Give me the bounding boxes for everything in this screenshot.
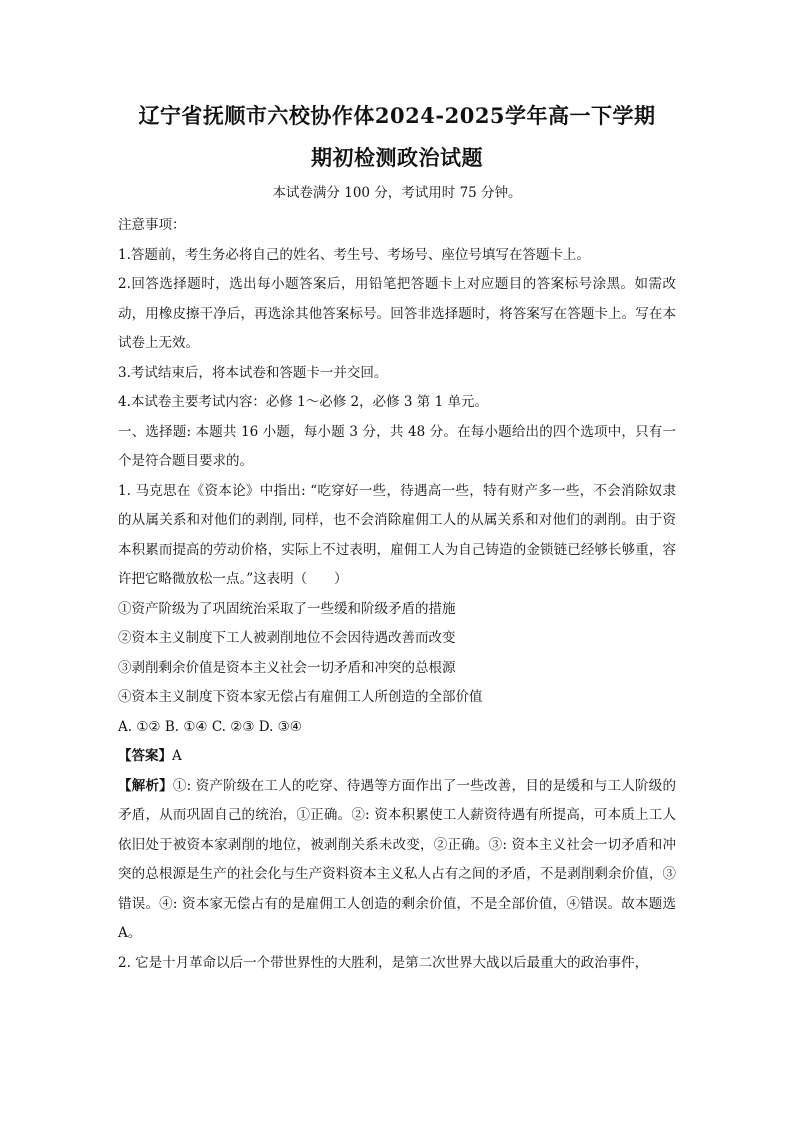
question-option: ③剥削剩余价值是资本主义社会一切矛盾和冲突的总根源	[118, 659, 456, 676]
exam-title-line1: 辽宁省抚顺市六校协作体2024-2025学年高一下学期	[138, 103, 656, 128]
answer-line	[118, 742, 676, 772]
exam-title-line2: 期初检测政治试题	[311, 145, 483, 170]
notice-item: 1.答题前，考生务必将自己的姓名、考生号、考场号、座位号填写在答题卡上。	[118, 246, 590, 263]
question-choices: A. ①② B. ①④ C. ②③ D. ③④	[118, 718, 302, 735]
analysis-label: 【解析】	[118, 777, 173, 794]
analysis-paragraph	[118, 772, 676, 949]
section-heading: 一、选择题: 本题共 16 小题，每小题 3 分，共 48 分。在每小题给出的四个选项中，只有一个是符合题目要求的。	[118, 423, 676, 469]
answer-value: A	[172, 748, 182, 764]
notice-item: 4.本试卷主要考试内容：必修 1～必修 2，必修 3 第 1 单元。	[118, 394, 488, 410]
question-option: ②资本主义制度下工人被剥削地位不会因待遇改善而改变	[118, 630, 456, 646]
notice-item: 2.回答选择题时，选出每小题答案后，用铅笔把答题卡上对应题目的答案标号涂黑。如需改动，用橡皮擦干净后，再选涂其他答案标号。回答非选择题时，将答案写在答题卡上。写在本试卷上无效。	[118, 276, 676, 351]
question-1	[118, 477, 676, 949]
notice-block	[118, 211, 676, 418]
notice-item: 3.考试结束后，将本试卷和答题卡一并交回。	[118, 364, 388, 381]
question-stem: 2. 它是十月革命以后一个带世界性的大胜利，是第二次世界大战以后最重大的政治事件，	[118, 954, 649, 971]
answer-label: 【答案】	[118, 748, 172, 764]
exam-subtitle: 本试卷满分 100 分，考试用时 75 分钟。	[272, 185, 522, 201]
question-stem: 1. 马克思在《资本论》中指出: “吃穿好一些，待遇高一些，特有财产多一些，不会消除奴隶的从属关系和对他们的剥削, 同样，也不会消除雇佣工人的从属关系和对他们的剥削。由于资本积累而提高的劳动价格，实际上不过表明，雇佣工人为自己铸造的金锁链已经够长够重，容许把它略微放松一点。”这表明（ ）	[118, 482, 676, 587]
notice-heading: 注意事项：	[118, 217, 186, 233]
analysis-text: ①: 资产阶级在工人的吃穿、待遇等方面作出了一些改善，目的是缓和与工人阶级的矛盾，从而巩固自己的统治，①正确。②: 资本积累使工人薪资待遇有所提高，可本质上工人依旧处于被资本家剥削的地位，被剥削关系未改变，②正确。③: 资本主义社会一切矛盾和冲突的总根源是生产的社会化与生产资料资本主义私人占有之间的矛盾，不是剥削剩余价值，③错误。④: 资本家无偿占有的是雇佣工人创造的剩余价值，不是全部价值，④错误。故本题选 A。	[118, 777, 677, 941]
question-option: ④资本主义制度下资本家无偿占有雇佣工人所创造的全部价值	[118, 689, 483, 705]
question-option: ①资产阶级为了巩固统治采取了一些缓和阶级矛盾的措施	[118, 600, 456, 617]
question-2	[118, 949, 676, 979]
